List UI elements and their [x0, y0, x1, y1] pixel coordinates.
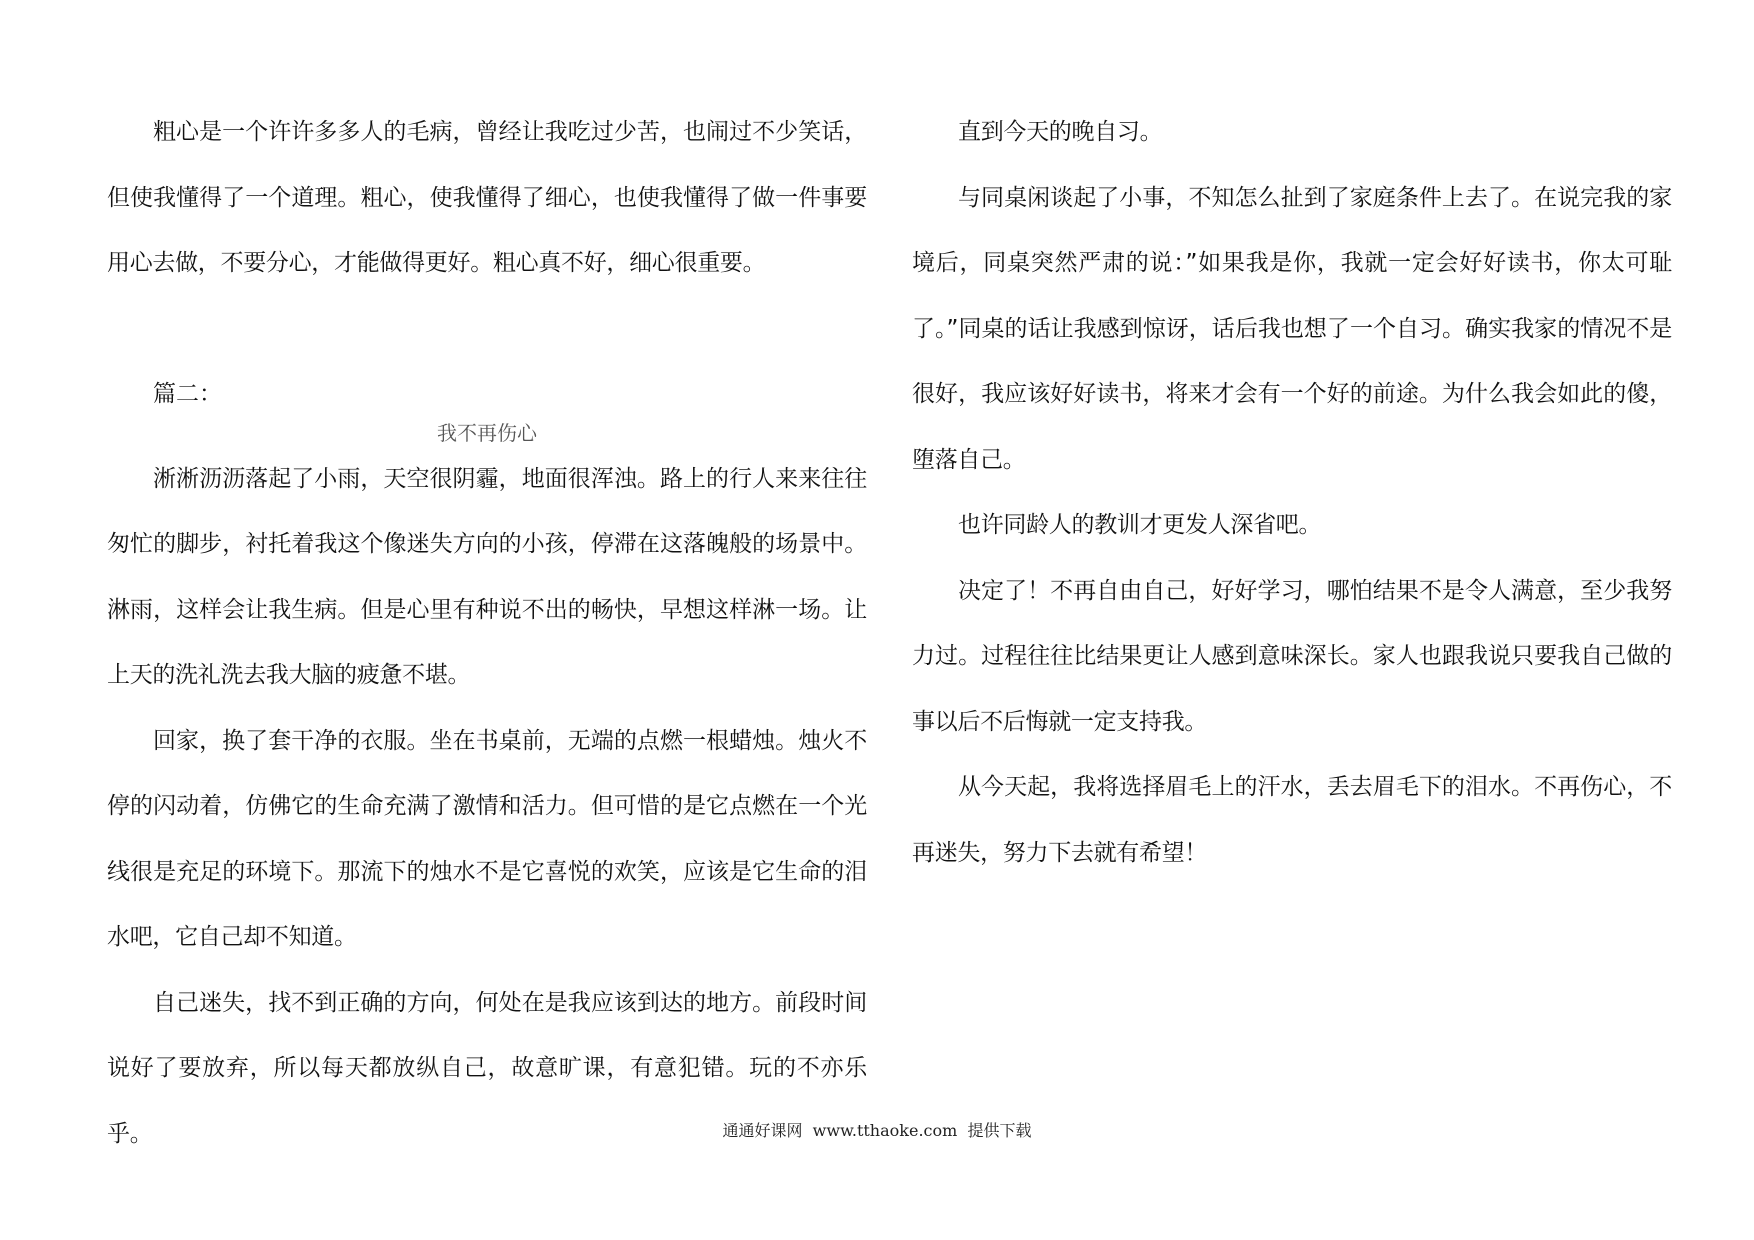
section-gap [107, 297, 867, 362]
essay-paragraph: 也许同龄人的教训才更发人深省吧。 [958, 512, 1322, 538]
essay-paragraph: 与同桌闲谈起了小事，不知怎么扯到了家庭条件上去了。在说完我的家境后，同桌突然严肃的说：”如果我是你，我就一定会好好读书，你太可耻了。”同桌的话让我感到惊讶，话后我也想了一个自习。确实我家的情况不是很好，我应该好好读书，将来才会有一个好的前途。为什么我会如此的傻，堕落自己。 [912, 184, 1672, 473]
left-column [107, 100, 867, 1167]
essay-paragraph: 回家，换了套干净的衣服。坐在书桌前，无端的点燃一根蜡烛。烛火不停的闪动着，仿佛它的生命充满了激情和活力。但可惜的是它点燃在一个光线很是充足的环境下。那流下的烛水不是它喜悦的欢笑，应该是它生命的泪水吧，它自己却不知道。 [107, 727, 867, 950]
section-label: 篇二： [153, 380, 222, 407]
right-column [912, 100, 1672, 886]
essay-paragraph: 直到今天的晚自习。 [958, 119, 1163, 145]
page-footer: 通通好课网 www.tthaoke.com 提供下载 [722, 1121, 1032, 1140]
essay-paragraph: 自己迷失，找不到正确的方向，何处在是我应该到达的地方。前段时间说好了要放弃，所以每天都放纵自己，故意旷课，有意犯错。玩的不亦乐乎。 [107, 989, 867, 1147]
essay-paragraph: 从今天起，我将选择眉毛上的汗水，丢去眉毛下的泪水。不再伤心，不再迷失，努力下去就有希望！ [912, 774, 1672, 866]
essay-paragraph: 淅淅沥沥落起了小雨，天空很阴霾，地面很浑浊。路上的行人来来往往匆忙的脚步，衬托着我这个像迷失方向的小孩，停滞在这落魄般的场景中。淋雨，这样会让我生病。但是心里有种说不出的畅快，早想这样淋一场。让上天的洗礼洗去我大脑的疲惫不堪。 [107, 465, 867, 688]
intro-paragraph: 粗心是一个许许多多人的毛病，曾经让我吃过少苦，也闹过不少笑话，但使我懂得了一个道理。粗心，使我懂得了细心，也使我懂得了做一件事要用心去做，不要分心，才能做得更好。粗心真不好，细心很重要。 [107, 119, 867, 276]
essay-title: 我不再伤心 [437, 420, 537, 445]
essay-paragraph: 决定了！不再自由自己，好好学习，哪怕结果不是令人满意，至少我努力过。过程往往比结果更让人感到意味深长。家人也跟我说只要我自己做的事以后不后悔就一定支持我。 [912, 577, 1672, 735]
